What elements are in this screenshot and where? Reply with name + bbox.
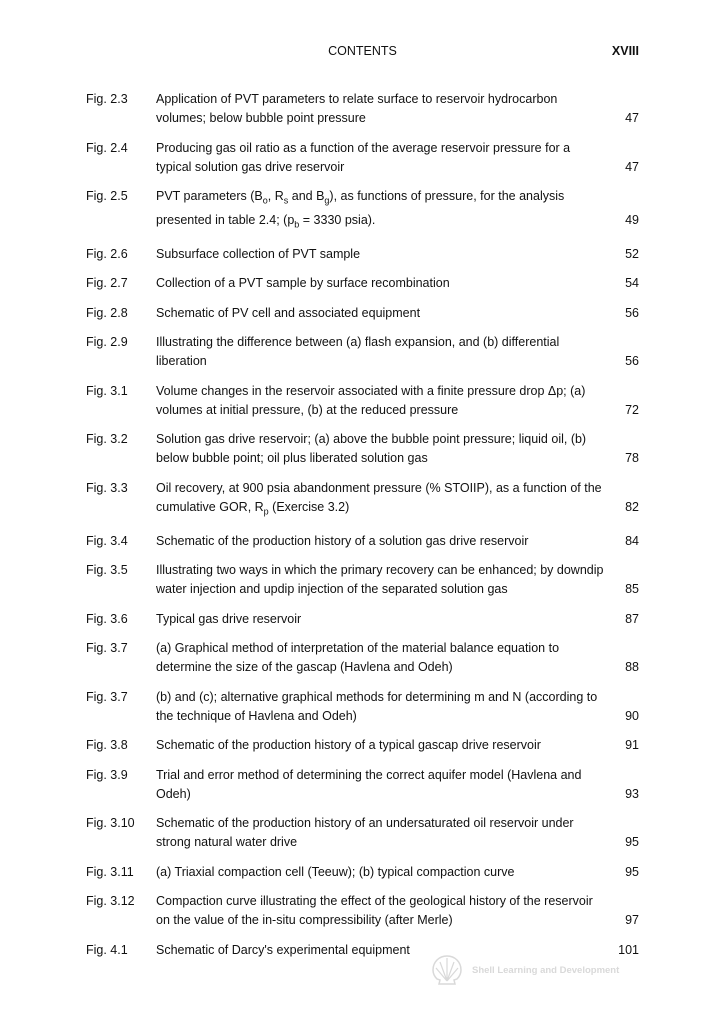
caption-line: Schematic of the production history of an undersaturated oil reservoir under	[156, 816, 574, 830]
figure-number: Fig. 2.7	[86, 276, 128, 290]
caption-line: Odeh)	[156, 786, 191, 801]
contents-entry	[86, 610, 639, 629]
page-number: 97	[625, 913, 639, 927]
contents-entry	[86, 736, 639, 755]
caption-line: Solution gas drive reservoir; (a) above the bubble point pressure; liquid oil, (b)	[156, 432, 587, 446]
page-number: 85	[625, 582, 639, 596]
figure-caption	[156, 139, 639, 177]
caption-line: Illustrating the difference between (a) flash expansion, and (b) differential	[156, 335, 560, 349]
contents-entry	[86, 274, 639, 293]
figure-number: Fig. 3.5	[86, 563, 128, 577]
footer-branding	[430, 952, 650, 988]
contents-entry	[86, 766, 639, 804]
figure-number: Fig. 2.3	[86, 92, 128, 106]
page-number: 95	[625, 835, 639, 849]
figure-number: Fig. 3.3	[86, 480, 128, 495]
shell-logo-icon	[430, 954, 464, 986]
caption-line: Subsurface collection of PVT sample	[156, 246, 361, 261]
figure-number: Fig. 3.8	[86, 738, 128, 752]
caption-line: the technique of Havlena and Odeh)	[156, 708, 357, 723]
contents-list	[86, 90, 639, 970]
page-number: 72	[625, 402, 639, 417]
contents-entry	[86, 532, 639, 551]
page-number: 93	[625, 786, 639, 801]
figure-number: Fig. 3.2	[86, 432, 128, 446]
figure-caption	[156, 274, 639, 293]
caption-line: strong natural water drive	[156, 835, 298, 849]
page-number: 82	[625, 499, 639, 514]
page-number: 91	[625, 738, 639, 752]
page-number: 49	[625, 212, 639, 227]
figure-number: Fig. 3.1	[86, 383, 128, 398]
page-number: 56	[625, 305, 639, 320]
caption-line: volumes at initial pressure, (b) at the reduced pressure	[156, 402, 459, 417]
page-header	[86, 44, 639, 62]
figure-caption	[156, 766, 639, 804]
figure-number: Fig. 3.10	[86, 816, 135, 830]
caption-line: Collection of a PVT sample by surface recombination	[156, 276, 450, 290]
caption-line: on the value of the in-situ compressibility (after Merle)	[156, 913, 453, 927]
caption-line: presented in table 2.4; ($p_b = 3330$ psia).	[156, 212, 376, 229]
contents-entry	[86, 139, 639, 177]
figure-number: Fig. 3.9	[86, 767, 128, 782]
contents-entry	[86, 382, 639, 420]
contents-entry	[86, 863, 639, 882]
caption-line: (a) Graphical method of interpretation of the material balance equation to	[156, 641, 560, 655]
page-title: CONTENTS	[328, 44, 397, 58]
figure-caption	[156, 814, 639, 852]
caption-line: Volume changes in the reservoir associated with a finite pressure drop Δp; (a)	[156, 383, 586, 398]
page-number: 47	[625, 111, 639, 125]
page-number: 101	[618, 942, 639, 957]
contents-entry	[86, 479, 639, 522]
figure-caption	[156, 245, 639, 264]
figure-number: Fig. 3.4	[86, 533, 128, 548]
caption-line: Producing gas oil ratio as a function of the average reservoir pressure for a	[156, 140, 571, 155]
caption-line: Compaction curve illustrating the effect of the geological history of the reservoir	[156, 894, 593, 908]
contents-entry	[86, 333, 639, 371]
figure-number: Fig. 2.5	[86, 189, 128, 203]
page-number: 54	[625, 276, 639, 290]
figure-caption	[156, 333, 639, 371]
figure-number: Fig. 4.1	[86, 942, 128, 957]
page-number: 88	[625, 660, 639, 674]
figure-caption	[156, 561, 639, 599]
caption-line: Oil recovery, at 900 psia abandonment pressure (% STOIIP), as a function of the	[156, 480, 602, 495]
caption-line: liberation	[156, 354, 207, 368]
caption-line: (a) Triaxial compaction cell (Teeuw); (b) typical compaction curve	[156, 864, 515, 879]
page-number: 87	[625, 611, 639, 626]
figure-number: Fig. 3.6	[86, 611, 128, 626]
caption-line: volumes; below bubble point pressure	[156, 111, 366, 125]
figure-number: Fig. 3.12	[86, 894, 135, 908]
figure-caption	[156, 430, 639, 468]
contents-entry	[86, 245, 639, 264]
caption-line: Schematic of Darcy's experimental equipment	[156, 942, 410, 957]
caption-line: Illustrating two ways in which the primary recovery can be enhanced; by downdip	[156, 563, 604, 577]
contents-entry	[86, 892, 639, 930]
contents-entry	[86, 187, 639, 234]
caption-line: PVT parameters ($B_o$, $R_s$ and $B_g$), as functions of pressure, for the analysis	[156, 189, 565, 206]
caption-line: typical solution gas drive reservoir	[156, 159, 345, 174]
figure-caption	[156, 863, 639, 882]
caption-line: determine the size of the gascap (Havlena and Odeh)	[156, 660, 453, 674]
page-numeral: XVIII	[611, 44, 639, 58]
contents-entry	[86, 639, 639, 677]
figure-number: Fig. 3.7	[86, 689, 128, 704]
figure-caption	[156, 610, 639, 629]
page-number: 78	[625, 451, 639, 465]
caption-line: Schematic of the production history of a solution gas drive reservoir	[156, 533, 529, 548]
figure-number: Fig. 2.8	[86, 305, 128, 320]
page-number: 95	[625, 864, 639, 879]
figure-caption	[156, 736, 639, 755]
contents-entry	[86, 430, 639, 468]
page-number: 52	[625, 246, 639, 261]
caption-line: Schematic of the production history of a typical gascap drive reservoir	[156, 738, 541, 752]
contents-entry	[86, 561, 639, 599]
figure-number: Fig. 3.11	[86, 864, 134, 879]
figure-caption	[156, 639, 639, 677]
figure-caption	[156, 892, 639, 930]
figure-caption	[156, 304, 639, 323]
caption-line: Application of PVT parameters to relate surface to reservoir hydrocarbon	[156, 92, 558, 106]
caption-line: water injection and updip injection of the separated solution gas	[156, 582, 508, 596]
figure-number: Fig. 2.4	[86, 140, 128, 155]
page-number: 84	[625, 533, 639, 548]
contents-entry	[86, 304, 639, 323]
figure-number: Fig. 2.9	[86, 335, 128, 349]
footer-brand-text: Shell Learning and Development	[472, 964, 620, 976]
caption-line: (b) and (c); alternative graphical methods for determining m and N (according to	[156, 689, 598, 704]
caption-line: below bubble point; oil plus liberated solution gas	[156, 451, 428, 465]
figure-number: Fig. 2.6	[86, 246, 128, 261]
caption-line: Schematic of PV cell and associated equipment	[156, 305, 421, 320]
page-number: 47	[625, 159, 639, 174]
figure-caption	[156, 688, 639, 726]
contents-entry	[86, 814, 639, 852]
caption-line: Typical gas drive reservoir	[156, 611, 302, 626]
figure-caption	[156, 187, 639, 234]
figure-number: Fig. 3.7	[86, 641, 128, 655]
caption-line: cumulative GOR, $R_p$ (Exercise 3.2)	[156, 499, 350, 516]
figure-caption	[156, 382, 639, 420]
figure-caption	[156, 532, 639, 551]
figure-caption	[156, 479, 639, 522]
contents-entry	[86, 90, 639, 128]
page-number: 90	[625, 708, 639, 723]
page-number: 56	[625, 354, 639, 368]
figure-caption	[156, 90, 639, 128]
caption-line: Trial and error method of determining the correct aquifer model (Havlena and	[156, 767, 582, 782]
contents-entry	[86, 688, 639, 726]
